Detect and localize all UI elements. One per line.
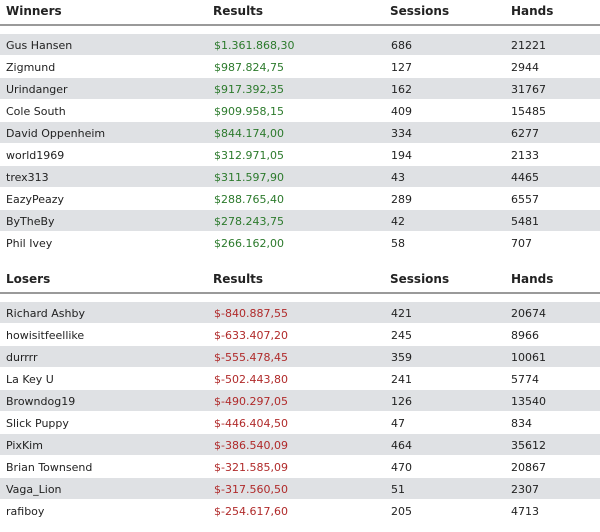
sessions-value: 245	[391, 329, 412, 342]
losers-header-hands: Hands	[511, 272, 554, 286]
table-row	[0, 302, 600, 324]
table-row	[0, 456, 600, 478]
player-name: trex313	[6, 171, 49, 184]
sessions-value: 162	[391, 83, 412, 96]
hands-value: 834	[511, 417, 532, 430]
losers-header-name: Losers	[6, 272, 51, 286]
player-name: PixKim	[6, 439, 43, 452]
hands-value: 4713	[511, 505, 539, 518]
result-value: $987.824,75	[214, 61, 284, 74]
table-row	[0, 324, 600, 346]
player-name: ByTheBy	[6, 215, 55, 228]
hands-value: 20674	[511, 307, 546, 320]
player-name: howisitfeellike	[6, 329, 85, 342]
hands-value: 2944	[511, 61, 539, 74]
hands-value: 5774	[511, 373, 539, 386]
result-value: $-254.617,60	[214, 505, 288, 518]
hands-value: 20867	[511, 461, 546, 474]
player-name: world1969	[6, 149, 65, 162]
sessions-value: 334	[391, 127, 412, 140]
hands-value: 35612	[511, 439, 546, 452]
losers-table	[0, 268, 600, 522]
winners-table	[0, 0, 600, 254]
hands-value: 8966	[511, 329, 539, 342]
losers-rows	[0, 294, 600, 522]
table-row	[0, 390, 600, 412]
hands-value: 6277	[511, 127, 539, 140]
table-row	[0, 412, 600, 434]
result-value: $-502.443,80	[214, 373, 288, 386]
table-row	[0, 34, 600, 56]
winners-header-results: Results	[213, 4, 264, 18]
hands-value: 5481	[511, 215, 539, 228]
hands-value: 4465	[511, 171, 539, 184]
result-value: $266.162,00	[214, 237, 284, 250]
sessions-value: 686	[391, 39, 412, 52]
result-value: $311.597,90	[214, 171, 284, 184]
sessions-value: 464	[391, 439, 412, 452]
player-name: La Key U	[6, 373, 54, 386]
sessions-value: 51	[391, 483, 405, 496]
result-value: $-446.404,50	[214, 417, 288, 430]
sessions-value: 194	[391, 149, 412, 162]
result-value: $917.392,35	[214, 83, 284, 96]
winners-header-hands: Hands	[511, 4, 554, 18]
sessions-value: 241	[391, 373, 412, 386]
hands-value: 31767	[511, 83, 546, 96]
player-name: Zigmund	[6, 61, 56, 74]
result-value: $909.958,15	[214, 105, 284, 118]
player-name: Cole South	[6, 105, 66, 118]
table-row	[0, 434, 600, 456]
player-name: Slick Puppy	[6, 417, 69, 430]
result-value: $1.361.868,30	[214, 39, 295, 52]
player-name: Urindanger	[6, 83, 68, 96]
player-name: Richard Ashby	[6, 307, 85, 320]
result-value: $278.243,75	[214, 215, 284, 228]
sessions-value: 42	[391, 215, 405, 228]
hands-value: 2307	[511, 483, 539, 496]
losers-header-sessions: Sessions	[390, 272, 450, 286]
sessions-value: 409	[391, 105, 412, 118]
sessions-value: 359	[391, 351, 412, 364]
table-row	[0, 210, 600, 232]
result-value: $-490.297,05	[214, 395, 288, 408]
player-name: Vaga_Lion	[6, 483, 62, 496]
result-value: $288.765,40	[214, 193, 284, 206]
sessions-value: 205	[391, 505, 412, 518]
player-name: durrrr	[6, 351, 38, 364]
table-row	[0, 78, 600, 100]
result-value: $-317.560,50	[214, 483, 288, 496]
result-value: $-321.585,09	[214, 461, 288, 474]
table-row	[0, 144, 600, 166]
winners-header-name: Winners	[6, 4, 62, 18]
table-row	[0, 166, 600, 188]
hands-value: 6557	[511, 193, 539, 206]
table-row	[0, 478, 600, 500]
table-row	[0, 122, 600, 144]
table-row	[0, 232, 600, 254]
result-value: $844.174,00	[214, 127, 284, 140]
result-value: $-840.887,55	[214, 307, 288, 320]
winners-rows	[0, 26, 600, 254]
player-name: Brian Townsend	[6, 461, 93, 474]
hands-value: 707	[511, 237, 532, 250]
hands-value: 10061	[511, 351, 546, 364]
losers-header-row	[0, 268, 600, 294]
result-value: $312.971,05	[214, 149, 284, 162]
sessions-value: 289	[391, 193, 412, 206]
hands-value: 2133	[511, 149, 539, 162]
winners-header-sessions: Sessions	[390, 4, 450, 18]
result-value: $-633.407,20	[214, 329, 288, 342]
sessions-value: 421	[391, 307, 412, 320]
player-name: Phil Ivey	[6, 237, 53, 250]
sessions-value: 47	[391, 417, 405, 430]
sessions-value: 470	[391, 461, 412, 474]
losers-header-results: Results	[213, 272, 264, 286]
table-row	[0, 346, 600, 368]
sessions-value: 127	[391, 61, 412, 74]
player-name: rafiboy	[6, 505, 45, 518]
result-value: $-386.540,09	[214, 439, 288, 452]
player-name: Gus Hansen	[6, 39, 73, 52]
player-name: David Oppenheim	[6, 127, 106, 140]
result-value: $-555.478,45	[214, 351, 288, 364]
table-row	[0, 188, 600, 210]
table-row	[0, 100, 600, 122]
table-row	[0, 368, 600, 390]
sessions-value: 126	[391, 395, 412, 408]
sessions-value: 43	[391, 171, 405, 184]
table-row	[0, 56, 600, 78]
player-name: EazyPeazy	[6, 193, 65, 206]
hands-value: 15485	[511, 105, 546, 118]
table-row	[0, 500, 600, 522]
winners-header-row	[0, 0, 600, 26]
hands-value: 21221	[511, 39, 546, 52]
player-name: Browndog19	[6, 395, 76, 408]
sessions-value: 58	[391, 237, 405, 250]
hands-value: 13540	[511, 395, 546, 408]
